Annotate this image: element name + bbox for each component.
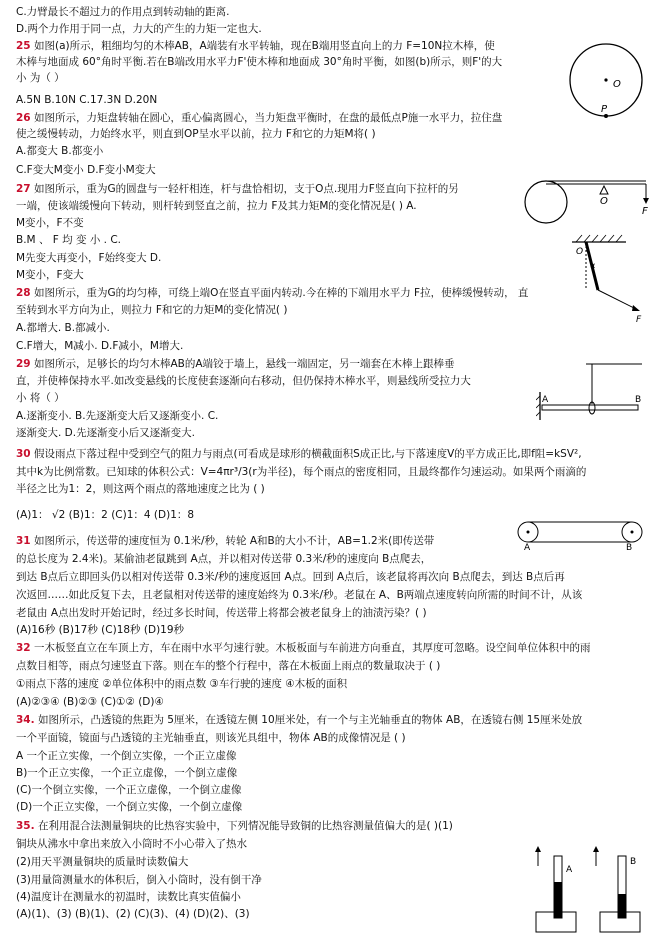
text-line	[16, 589, 582, 602]
label-o: O	[600, 196, 608, 207]
line-text: 木棒与地面成 60°角时平衡.若在B端改用水平力F'使木棒和地面成 30°角时平衡，如图(b)所示，则F'的大	[16, 56, 503, 68]
line-text: 其中k为比例常数。已知球的体积公式：V=4πr³/3(r为半径)，每个雨点的密度相同，且最终都作匀速运动。如果两个雨滴的	[16, 466, 587, 478]
text-line	[16, 164, 156, 177]
text-line	[16, 509, 194, 522]
line-text: 小 将（ ）	[16, 392, 65, 404]
text-line	[16, 660, 440, 673]
question-number: 34.	[16, 714, 35, 726]
line-text: 到达 B点后立即回头仍以相对传送带 0.3米/秒的速度返回 A点。回到 A点后，该老鼠将再次向 B点爬去，到达 B点后再	[16, 571, 565, 583]
text-line	[16, 40, 495, 53]
line-text: 铜块从沸水中拿出来放入小筒时不小心带入了热水	[16, 838, 247, 850]
text-line	[16, 908, 250, 921]
text-line	[16, 553, 431, 566]
line-text: 如图所示，凸透镜的焦距为 5厘米，在透镜左侧 10厘米处，有一个与主光轴垂直的物体 AB，在透镜右侧 15厘米处放	[37, 714, 583, 726]
text-line	[16, 287, 528, 300]
hanging-rod-figure	[566, 232, 656, 325]
text-line	[16, 750, 237, 763]
question-number: 25	[16, 40, 31, 52]
text-line	[16, 571, 565, 584]
line-text: 如图所示，传送带的速度恒为 0.1米/秒，转轮 A和B的大小不计，AB=1.2米(即传送带	[33, 535, 435, 547]
label-a: A	[542, 395, 549, 405]
text-line	[16, 820, 453, 833]
question-number: 26	[16, 112, 31, 124]
line-text: 使之缓慢转动，力始终水平，则直到OP呈水平以前，拉力 F和它的力矩M将( )	[16, 128, 376, 140]
text-line	[16, 128, 376, 141]
text-line	[16, 607, 427, 620]
text-line	[16, 56, 502, 69]
line-text: A.都增大. B.都减小.	[16, 322, 110, 334]
line-text: M先变大再变小，F始终变大 D.	[16, 252, 162, 264]
text-line	[16, 678, 347, 691]
wall-beam-figure	[536, 362, 648, 425]
text-line	[16, 183, 459, 196]
line-text: 如图所示，重为G的均匀棒，可绕上端O在竖直平面内转动.今在棒的下端用水平力 F拉，使棒缓慢转动， 直	[33, 287, 529, 299]
text-line	[16, 448, 582, 461]
text-line	[16, 838, 247, 851]
line-text: 如图所示，力矩盘转轴在圆心，重心偏离圆心，当力矩盘平衡时，在盘的最低点P施一水平力，拉住盘	[33, 112, 503, 124]
question-number: 29	[16, 358, 31, 370]
line-text: C.F增大，M减小. D.F减小，M增大.	[16, 340, 184, 352]
line-text: 如图所示，足够长的均匀木棒AB的A端铰于墙上，悬线一端固定，另一端套在木棒上跟棒垂	[33, 358, 455, 370]
line-text: M变小，F不变	[16, 217, 84, 229]
question-number: 30	[16, 448, 31, 460]
text-line	[16, 375, 471, 388]
text-line	[16, 874, 262, 887]
text-line	[16, 23, 262, 36]
disc	[525, 181, 567, 223]
label-alpha: α	[590, 261, 596, 270]
question-number: 31	[16, 535, 31, 547]
text-line	[16, 200, 417, 213]
line-text: (A)16秒 (B)17秒 (C)18秒 (D)19秒	[16, 624, 185, 636]
text-line	[16, 392, 65, 405]
line-text: A 一个正立实像，一个倒立实像，一个正立虚像	[16, 750, 237, 762]
text-line	[16, 410, 218, 423]
thermometer-tubes-figure	[530, 842, 650, 939]
line-text: 老鼠由 A点出发时开始记时，经过多长时间，传送带上将都会被老鼠身上的油渍污染？( )	[16, 607, 427, 619]
text-line	[16, 72, 65, 85]
text-line	[16, 94, 157, 107]
text-line	[16, 322, 110, 335]
line-text: (4)温度计在测量水的初温时，读数比真实值偏小	[16, 891, 241, 903]
label-o: O	[613, 79, 621, 90]
label-o: O	[576, 247, 584, 257]
line-text: 逐渐变大. D.先逐渐变小后又逐渐变大.	[16, 427, 195, 439]
text-line	[16, 624, 184, 637]
line-text: (C)一个倒立实像，一个正立虚像，一个倒立虚像	[16, 784, 242, 796]
text-line	[16, 732, 406, 745]
line-text: (A)②③④ (B)②③ (C)①② (D)④	[16, 696, 164, 708]
line-text: M变小，F变大	[16, 269, 84, 281]
line-text: (D)一个正立实像，一个倒立实像，一个倒立虚像	[16, 801, 243, 813]
text-line	[16, 252, 161, 265]
text-line	[16, 427, 195, 440]
conveyor-belt-figure	[514, 512, 644, 555]
text-line	[16, 891, 241, 904]
line-text: A.5N B.10N C.17.3N D.20N	[16, 94, 158, 106]
line-text: D.两个力作用于同一点，力大的产生的力矩一定也大.	[16, 23, 262, 35]
text-line	[16, 358, 455, 371]
label-b: B	[635, 395, 642, 405]
text-line	[16, 714, 582, 727]
line-text: (A)1： √2 (B)1：2 (C)1：4 (D)1：8	[16, 509, 195, 521]
line-text: ①雨点下落的速度 ②单位体积中的雨点数 ③车行驶的速度 ④木板的面积	[16, 678, 348, 690]
text-line	[16, 466, 586, 479]
label-p: P	[601, 104, 608, 115]
question-number: 35.	[16, 820, 35, 832]
text-line	[16, 784, 242, 797]
text-line	[16, 304, 287, 317]
line-text: 的总长度为 2.4米)。某偷油老鼠跳到 A点，并以相对传送带 0.3米/秒的速度向 B点爬去，	[16, 553, 432, 565]
text-line	[16, 642, 590, 655]
line-text: (A)(1)、(3) (B)(1)、(2) (C)(3)、(4) (D)(2)、(3)	[16, 908, 250, 920]
line-text: 一个平面镜，镜面与凸透镜的主光轴垂直，则该光具组中，物体 AB的成像情况是 ( )	[16, 732, 406, 744]
line-text: 一木板竖直立在车顶上方，车在雨中水平匀速行驶。木板板面与车前进方向垂直，其厚度可忽略。设空间单位体积中的雨	[33, 642, 591, 654]
center-point	[604, 78, 607, 81]
text-line	[16, 145, 103, 158]
question-number: 28	[16, 287, 31, 299]
line-text: 在利用混合法测量铜块的比热容实验中，下列情况能导致铜的比热容测量值偏大的是( )(1)	[37, 820, 453, 832]
text-line	[16, 217, 84, 230]
label-b: B	[626, 543, 633, 552]
line-text: 点数目相等，雨点匀速竖直下落。则在车的整个行程中，落在木板面上雨点的数量取决于 ( )	[16, 660, 441, 672]
line-text: 直，并使棒保持水平.如改变悬线的长度使套逐渐向右移动，但仍保持木棒水平，则悬线所受拉力大	[16, 375, 471, 387]
line-text: C.力臂最长不超过力的作用点到转动轴的距离.	[16, 6, 230, 18]
text-line	[16, 535, 434, 548]
label-f: F	[642, 206, 648, 217]
torque-disc-figure	[568, 40, 644, 125]
line-text: 一端，使该端缓慢向下转动，则杆转到竖直之前，拉力 F及其力矩M的变化情况是( ) A.	[16, 200, 417, 212]
line-text: B)一个正立实像，一个正立虚像，一个倒立虚像	[16, 767, 238, 779]
text-line	[16, 340, 183, 353]
text-line	[16, 234, 121, 247]
line-text: A.都变大 B.都变小	[16, 145, 104, 157]
label-a: A	[566, 865, 573, 875]
line-text: 次返回……如此反复下去，且老鼠相对传送带的速度始终为 0.3米/秒。老鼠在 A、B两端点速度转向所需的时间不计，从该	[16, 589, 583, 601]
text-line	[16, 269, 84, 282]
label-f: F	[636, 315, 642, 322]
pivot	[600, 186, 608, 194]
line-text: (3)用量筒测量水的体积后，倒入小筒时，没有倒干净	[16, 874, 262, 886]
text-line	[16, 6, 230, 19]
line-text: 假设雨点下落过程中受到空气的阻力与雨点(可看成是球形的横截面积S成正比,与下落速度V的平方成正比,即f阻=kSV²,	[33, 448, 582, 460]
text-line	[16, 801, 242, 814]
label-b: B	[630, 857, 637, 867]
line-text: 小 为（ ）	[16, 72, 65, 84]
label-a: A	[524, 543, 531, 552]
disc-lever-figure	[512, 180, 656, 233]
force-arrow	[598, 290, 638, 310]
line-text: (2)用天平测量铜块的质量时读数偏大	[16, 856, 189, 868]
line-text: 至转到水平方向为止，则拉力 F和它的力矩M的变化情况( )	[16, 304, 288, 316]
line-text: 半径之比为1：2，则这两个雨点的落地速度之比为 ( )	[16, 483, 265, 495]
text-line	[16, 856, 188, 869]
text-line	[16, 696, 164, 709]
text-line	[16, 767, 237, 780]
line-text: 如图(a)所示，粗细均匀的木棒AB，A端装有水平转轴，现在B端用竖直向上的力 F=10N拉木棒，使	[33, 40, 495, 52]
question-number: 32	[16, 642, 31, 654]
text-line	[16, 112, 502, 125]
line-text: C.F变大M变小 D.F变小M变大	[16, 164, 156, 176]
question-number: 27	[16, 183, 31, 195]
line-text: A.逐渐变小. B.先逐渐变大后又逐渐变小. C.	[16, 410, 219, 422]
beam	[542, 405, 638, 410]
line-text: 如图所示，重为G的圆盘与一轻杆相连，杆与盘恰相切，支于O点.现用力F竖直向下拉杆的另	[33, 183, 459, 195]
line-text: B.M 、 F 均 变 小 . C.	[16, 234, 122, 246]
text-line	[16, 483, 265, 496]
